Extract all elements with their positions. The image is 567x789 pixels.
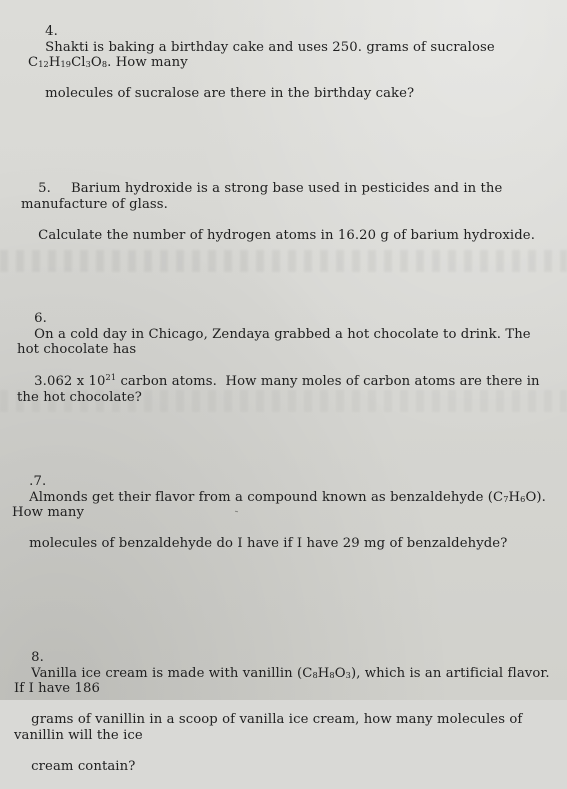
formula-element: H <box>48 55 61 71</box>
formula-subscript: 8 <box>312 669 318 680</box>
question-7 <box>12 459 551 567</box>
question-8-number: 8. <box>31 650 44 666</box>
question-7-number: .7. <box>29 474 47 490</box>
question-8-line1-ending: ), which is an artificial flavor. If I have 186 <box>14 665 554 697</box>
formula-element: O <box>334 665 346 681</box>
question-6-line1: On a cold day in Chicago, Zendaya grabbed a hot chocolate to drink. The hot chocolate has <box>17 326 536 358</box>
question-4-line1-text: Shakti is baking a birthday cake and uses 250. grams of sucralose C <box>28 39 500 71</box>
formula-subscript: 12 <box>38 59 49 70</box>
question-8-line3: cream contain? <box>31 758 136 774</box>
formula-exponent: 21 <box>105 372 117 383</box>
formula-subscript: 8 <box>101 59 108 70</box>
question-6-line2-end: carbon atoms. How many moles of carbon atoms are there in the hot chocolate? <box>17 374 544 405</box>
question-6 <box>17 296 552 421</box>
question-4 <box>28 9 553 117</box>
question-7-line1-ending: ). How many <box>12 489 551 521</box>
formula-element: O <box>525 489 537 505</box>
question-8-line1-text: Vanilla ice cream is made with vanillin (C <box>31 665 313 681</box>
pen-mark <box>235 511 238 512</box>
question-5-number: 5. <box>38 181 51 197</box>
formula-subscript: 8 <box>329 669 335 680</box>
question-8 <box>14 635 552 789</box>
question-4-line2: molecules of sucralose are there in the birthday cake? <box>45 86 415 102</box>
question-8-line2: grams of vanillin in a scoop of vanilla ice cream, how many molecules of vanillin will the ice <box>14 712 527 743</box>
question-5 <box>21 166 551 259</box>
question-6-line2-start: 3.062 x 10 <box>34 374 106 390</box>
formula-subscript: 3 <box>85 59 91 70</box>
formula-subscript: 3 <box>345 669 351 680</box>
formula-element: O <box>90 55 102 71</box>
formula-subscript: 19 <box>60 59 72 70</box>
question-5-line1: Barium hydroxide is a strong base used in pesticides and in the manufacture of glass. <box>21 181 507 212</box>
question-4-number: 4. <box>45 24 58 40</box>
formula-element: H <box>317 665 330 681</box>
formula-subscript: 7 <box>503 493 509 504</box>
question-4-line1-ending: . How many <box>107 55 188 71</box>
question-7-line2: molecules of benzaldehyde do I have if I have 29 mg of benzaldehyde? <box>29 536 508 552</box>
question-7-line1-text: Almonds get their flavor from a compound known as benzaldehyde (C <box>29 489 504 505</box>
question-6-number: 6. <box>34 311 47 327</box>
formula-subscript: 6 <box>520 493 526 504</box>
formula-element: Cl <box>71 55 86 71</box>
question-5-line2: Calculate the number of hydrogen atoms in 16.20 g of barium hydroxide. <box>38 227 535 243</box>
formula-element: H <box>508 489 521 505</box>
